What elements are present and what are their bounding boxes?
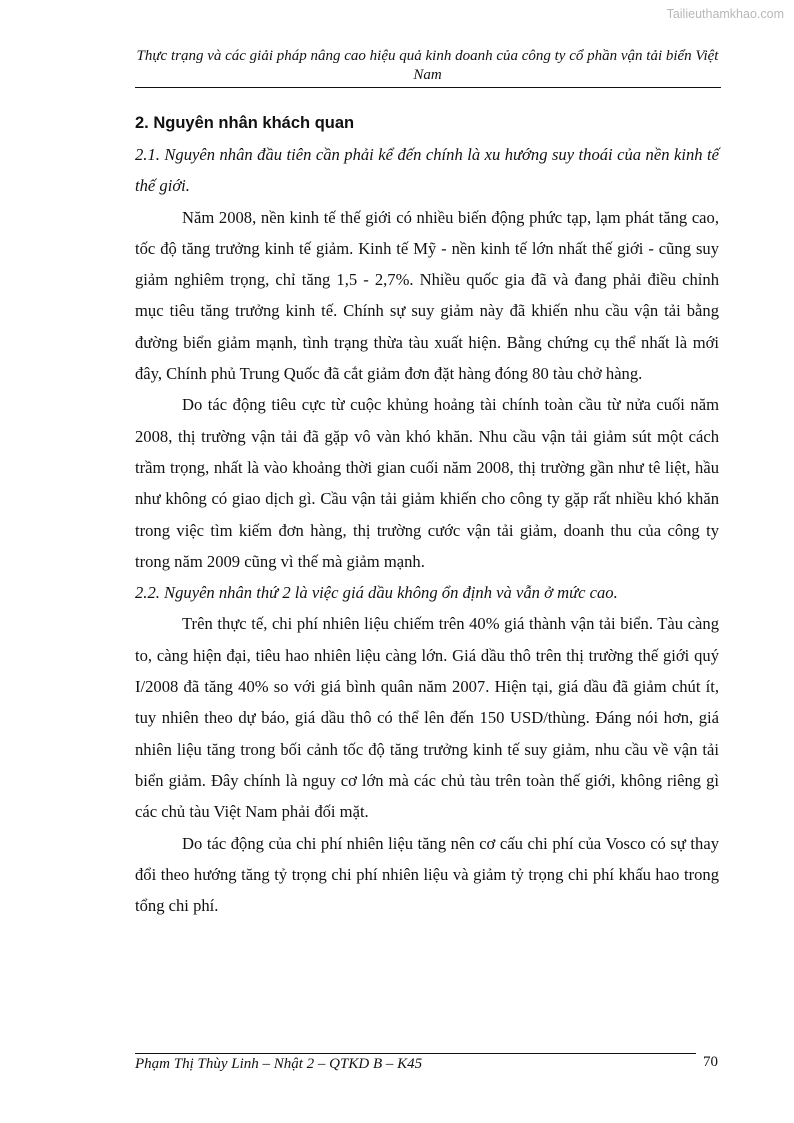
footer-author: Phạm Thị Thùy Linh – Nhật 2 – QTKD B – K45: [135, 1056, 423, 1072]
paragraph: Do tác động tiêu cực từ cuộc khủng hoảng tài chính toàn cầu từ nửa cuối năm 2008, thị trường vận tải đã gặp vô vàn khó khăn. Nhu cầu vận tải giảm sút một cách trầm trọng, nhất là vào khoảng thời gian cuối năm 2008, thị trường gần như tê liệt, hầu như không có giao dịch gì. Cầu vận tải giảm khiến cho công ty gặp rất nhiều khó khăn trong việc tìm kiếm đơn hàng, thị trường cước vận tải giảm, doanh thu của công ty trong năm 2009 cũng vì thế mà giảm mạnh.: [135, 395, 719, 571]
paragraph: Trên thực tế, chi phí nhiên liệu chiếm trên 40% giá thành vận tải biển. Tàu càng to, càng hiện đại, tiêu hao nhiên liệu càng lớn. Giá dầu thô trên thị trường thế giới quý I/2008 đã tăng 40% so với giá bình quân năm 2007. Hiện tại, giá dầu đã giảm chút ít, tuy nhiên theo dự báo, giá dầu thô có thể lên đến 150 USD/thùng. Đáng nói hơn, giá nhiên liệu tăng trong bối cảnh tốc độ tăng trưởng kinh tế suy giảm, nhu cầu về vận tải biển giảm. Đây chính là nguy cơ lớn mà các chủ tàu trên toàn thế giới, không riêng gì các chủ tàu Việt Nam phải đối mặt.: [135, 614, 719, 822]
paragraph: Do tác động của chi phí nhiên liệu tăng nên cơ cấu chi phí của Vosco có sự thay đổi theo hướng tăng tỷ trọng chi phí nhiên liệu và giảm tỷ trọng chi phí khấu hao trong tổng chi phí.: [135, 833, 719, 916]
header-divider: [135, 87, 721, 88]
page-number: 70: [703, 1054, 718, 1070]
section-heading: 2. Nguyên nhân khách quan: [135, 114, 355, 132]
subsection-heading-2-1: 2.1. Nguyên nhân đầu tiên cần phải kể đến chính là xu hướng suy thoái của nền kinh tế thế giới.: [135, 145, 719, 196]
body-text: [135, 139, 719, 921]
paragraph: Năm 2008, nền kinh tế thế giới có nhiều biến động phức tạp, lạm phát tăng cao, tốc độ tăng trưởng kinh tế giảm. Kinh tế Mỹ - nền kinh tế lớn nhất thế giới - cũng suy giảm nghiêm trọng, chỉ tăng 1,5 - 2,7%. Nhiều quốc gia đã và đang phải điều chỉnh mục tiêu tăng trưởng kinh tế. Chính sự suy giảm này đã khiến nhu cầu vận tải bằng đường biển giảm mạnh, tình trạng thừa tàu xuất hiện. Bằng chứng cụ thể nhất là mới đây, Chính phủ Trung Quốc đã cắt giảm đơn đặt hàng đóng 80 tàu chở hàng.: [135, 207, 719, 384]
watermark: Tailieuthamkhao.com: [666, 7, 784, 21]
footer-divider: [135, 1053, 696, 1054]
subsection-heading-2-2: 2.2. Nguyên nhân thứ 2 là việc giá dầu không ổn định và vẫn ở mức cao.: [135, 583, 618, 603]
running-header: Thực trạng và các giải pháp nâng cao hiệu quả kinh doanh của công ty cổ phần vận tải biển Việt Nam: [136, 48, 719, 83]
